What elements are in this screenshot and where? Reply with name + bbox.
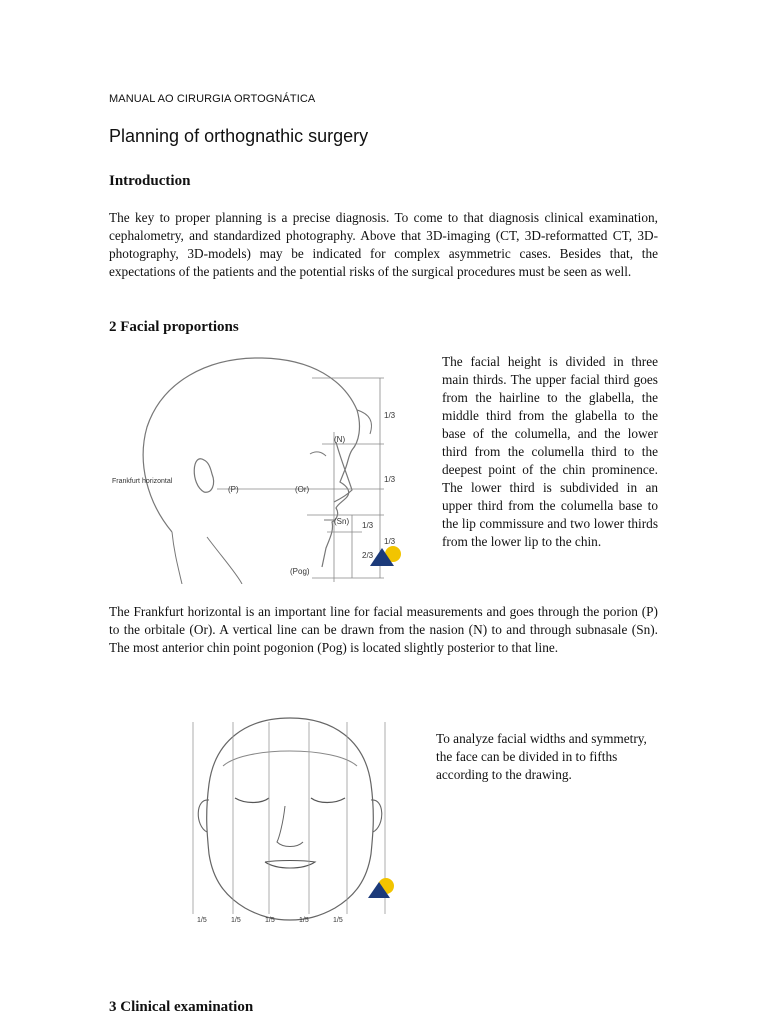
label-small-third-1: 1/3 [362,521,374,530]
label-nasion: (N) [334,435,346,444]
frankfurt-paragraph: The Frankfurt horizontal is an important line for facial measurements and goes through the porion (P) to the orbitale (Or). A vertical line can be drawn from the nasion (N) to and through subnasale (Sn). The most anterior chin point pogonion (Pog) is located slightly posterior to that line. [109,604,658,655]
label-upper-third: 1/3 [384,411,396,420]
document-header: MANUAL AO CIRURGIA ORTOGNÁTICA [109,93,316,105]
label-two-thirds: 2/3 [362,551,374,560]
label-middle-third: 1/3 [384,475,396,484]
label-pogonion: (Pog) [290,567,310,576]
label-subnasale: (Sn) [334,517,350,526]
label-fifth-2: 1/5 [231,917,241,924]
heading-clinical-examination: 3 Clinical examination [109,999,254,1015]
label-fifth-1: 1/5 [197,917,207,924]
profile-head-figure [112,352,412,584]
label-lower-third: 1/3 [384,537,396,546]
label-fifth-5: 1/5 [333,917,343,924]
heading-facial-proportions: 2 Facial proportions [109,319,239,335]
ao-logo-icon [367,874,397,902]
label-frankfurt-horizontal: Frankfurt horizontal [112,478,173,485]
label-fifth-4: 1/5 [299,917,309,924]
intro-paragraph: The key to proper planning is a precise diagnosis. To come to that diagnosis clinical examination, cephalometry, and standardized photography. Above that 3D-imaging (CT, 3D-reformatted CT, 3D-photography, 3D-models) may be indicated for complex asymmetric cases. Besides that, the expectations of the patients and the potential risks of the surgical procedures must be seen as well. [109,210,658,279]
page-title: Planning of orthognathic surgery [109,126,369,146]
label-porion: (P) [228,485,239,494]
facial-height-paragraph: The facial height is divided in three main thirds. The upper facial third goes from the hairline to the glabella, the middle third from the glabella to the base of the columella, and the lower third from the columella third to the deepest point of the chin prominence. The lower third is subdivided in an upper third from the columella base to the lip commissure and two lower thirds from the lower lip to the chin. [442,354,658,549]
label-fifth-3: 1/5 [265,917,275,924]
ao-logo-icon [370,546,401,566]
facial-fifths-paragraph: To analyze facial widths and symmetry, the face can be divided in to fifths according to the drawing. [436,731,647,782]
heading-introduction: Introduction [109,173,191,189]
label-orbitale: (Or) [295,485,310,494]
